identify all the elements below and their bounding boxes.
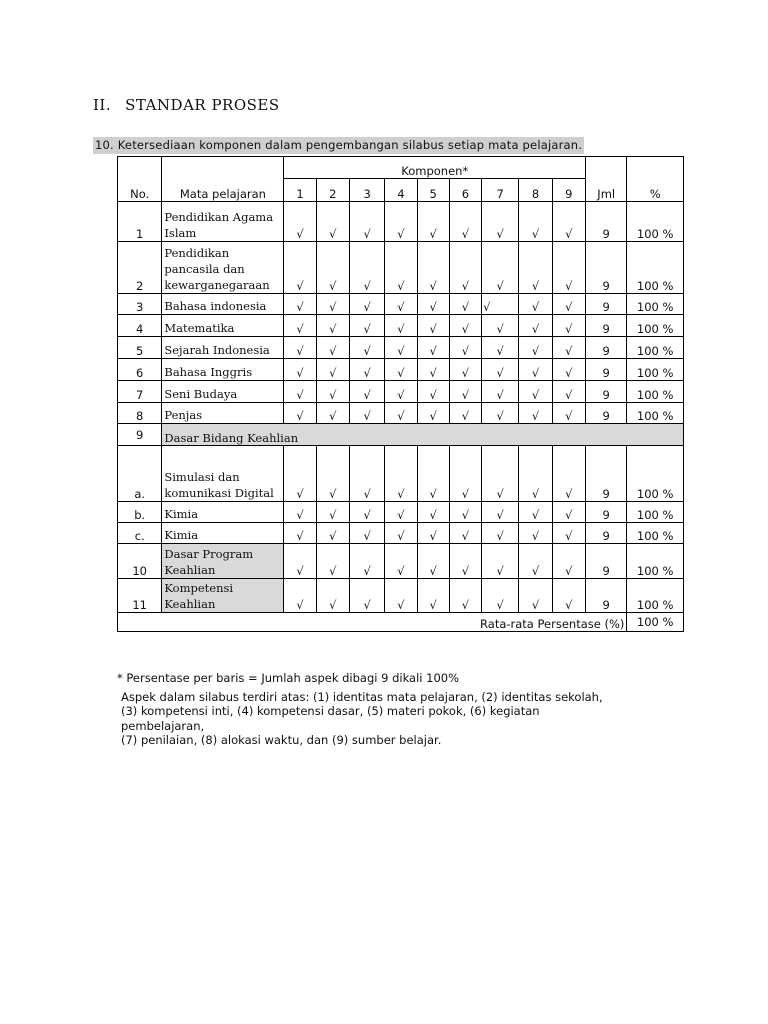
check-mark-4: √: [385, 523, 417, 544]
check-mark-2: √: [316, 202, 349, 242]
subject-name: Kimia: [162, 502, 284, 523]
question-text: 10. Ketersediaan komponen dalam pengembangan silabus setiap mata pelajaran.: [95, 138, 583, 152]
row-number: 8: [118, 403, 162, 424]
check-mark-1: √: [284, 544, 316, 579]
check-mark-5: √: [417, 202, 449, 242]
table-row: [118, 523, 684, 544]
section-heading: [93, 96, 280, 114]
aspect-line-1: Aspek dalam silabus terdiri atas: (1) identitas mata pelajaran, (2) identitas sekolah,: [121, 689, 603, 704]
check-mark-3: √: [349, 446, 384, 502]
check-mark-3: √: [349, 337, 384, 359]
check-mark-1: √: [284, 523, 316, 544]
percent-value: 100 %: [627, 403, 684, 424]
check-mark-9: √: [552, 242, 585, 294]
check-mark-5: √: [417, 315, 449, 337]
jml-value: 9: [586, 242, 627, 294]
check-mark-4: √: [385, 242, 417, 294]
header-component-2: 2: [316, 179, 349, 202]
header-component-7: 7: [482, 179, 519, 202]
check-mark-4: √: [385, 202, 417, 242]
check-mark-5: √: [417, 446, 449, 502]
check-mark-4: √: [385, 544, 417, 579]
check-mark-8: √: [519, 359, 552, 381]
average-value: 100 %: [627, 613, 684, 632]
check-mark-4: √: [385, 446, 417, 502]
check-mark-3: √: [349, 381, 384, 403]
check-mark-2: √: [316, 523, 349, 544]
percent-value: 100 %: [627, 202, 684, 242]
check-mark-3: √: [349, 502, 384, 523]
header-pct: %: [627, 157, 684, 202]
header-component-5: 5: [417, 179, 449, 202]
jml-value: 9: [586, 315, 627, 337]
check-mark-6: √: [449, 337, 481, 359]
header-component-1: 1: [284, 179, 316, 202]
check-mark-7: √: [482, 579, 519, 613]
check-mark-9: √: [552, 523, 585, 544]
percent-value: 100 %: [627, 544, 684, 579]
jml-value: 9: [586, 544, 627, 579]
check-mark-5: √: [417, 523, 449, 544]
check-mark-8: √: [519, 202, 552, 242]
check-mark-6: √: [449, 502, 481, 523]
table-row: [118, 337, 684, 359]
check-mark-7: √: [482, 446, 519, 502]
subject-name: Matematika: [162, 315, 284, 337]
section-number: 9: [118, 424, 162, 446]
row-number: a.: [118, 446, 162, 502]
check-mark-2: √: [316, 337, 349, 359]
table-row: [118, 359, 684, 381]
subject-name: Kompetensi Keahlian: [162, 579, 284, 613]
check-mark-5: √: [417, 403, 449, 424]
subject-name: Penjas: [162, 403, 284, 424]
jml-value: 9: [586, 381, 627, 403]
check-mark-8: √: [519, 523, 552, 544]
check-mark-6: √: [449, 446, 481, 502]
row-number: 6: [118, 359, 162, 381]
average-label: Rata-rata Persentase (%): [118, 613, 627, 632]
row-number: 4: [118, 315, 162, 337]
notes: [117, 671, 697, 748]
jml-value: 9: [586, 337, 627, 359]
check-mark-4: √: [385, 381, 417, 403]
check-mark-1: √: [284, 502, 316, 523]
check-mark-1: √: [284, 337, 316, 359]
percent-value: 100 %: [627, 315, 684, 337]
check-mark-8: √: [519, 403, 552, 424]
row-number: b.: [118, 502, 162, 523]
percent-value: 100 %: [627, 381, 684, 403]
check-mark-1: √: [284, 579, 316, 613]
row-number: 2: [118, 242, 162, 294]
check-mark-9: √: [552, 403, 585, 424]
check-mark-1: √: [284, 403, 316, 424]
check-mark-9: √: [552, 381, 585, 403]
check-mark-2: √: [316, 502, 349, 523]
table-row: [118, 381, 684, 403]
check-mark-9: √: [552, 579, 585, 613]
check-mark-8: √: [519, 294, 552, 315]
table-row: [118, 579, 684, 613]
check-mark-4: √: [385, 294, 417, 315]
row-number: c.: [118, 523, 162, 544]
check-mark-8: √: [519, 315, 552, 337]
percent-value: 100 %: [627, 502, 684, 523]
check-mark-6: √: [449, 294, 481, 315]
jml-value: 9: [586, 294, 627, 315]
check-mark-2: √: [316, 403, 349, 424]
check-mark-6: √: [449, 403, 481, 424]
check-mark-2: √: [316, 381, 349, 403]
header-component-6: 6: [449, 179, 481, 202]
check-mark-3: √: [349, 523, 384, 544]
row-number: 3: [118, 294, 162, 315]
subject-name: Bahasa indonesia: [162, 294, 284, 315]
check-mark-9: √: [552, 337, 585, 359]
average-row: [118, 613, 684, 632]
check-mark-3: √: [349, 544, 384, 579]
jml-value: 9: [586, 359, 627, 381]
check-mark-3: √: [349, 294, 384, 315]
check-mark-4: √: [385, 403, 417, 424]
check-mark-5: √: [417, 381, 449, 403]
check-mark-3: √: [349, 242, 384, 294]
check-mark-6: √: [449, 579, 481, 613]
check-mark-8: √: [519, 242, 552, 294]
check-mark-1: √: [284, 202, 316, 242]
check-mark-3: √: [349, 359, 384, 381]
percent-value: 100 %: [627, 294, 684, 315]
percent-value: 100 %: [627, 579, 684, 613]
aspect-line-4: (7) penilaian, (8) alokasi waktu, dan (9) sumber belajar.: [121, 733, 442, 747]
header-komponen: Komponen*: [284, 157, 586, 179]
check-mark-6: √: [449, 315, 481, 337]
percent-value: 100 %: [627, 523, 684, 544]
check-mark-5: √: [417, 359, 449, 381]
table-row: [118, 544, 684, 579]
check-mark-7: √: [482, 202, 519, 242]
check-mark-7: √: [482, 242, 519, 294]
check-mark-2: √: [316, 294, 349, 315]
footnote: * Persentase per baris = Jumlah aspek dibagi 9 dikali 100%: [117, 671, 460, 685]
subject-name: Simulasi dan komunikasi Digital: [162, 446, 284, 502]
check-mark-9: √: [552, 202, 585, 242]
row-number: 1: [118, 202, 162, 242]
row-number: 7: [118, 381, 162, 403]
check-mark-2: √: [316, 315, 349, 337]
check-mark-8: √: [519, 446, 552, 502]
header-component-9: 9: [552, 179, 585, 202]
subject-name: Bahasa Inggris: [162, 359, 284, 381]
check-mark-8: √: [519, 544, 552, 579]
check-mark-6: √: [449, 381, 481, 403]
section-title: STANDAR PROSES: [125, 96, 280, 114]
percent-value: 100 %: [627, 359, 684, 381]
table-row: [118, 502, 684, 523]
check-mark-2: √: [316, 359, 349, 381]
header-no: No.: [118, 157, 162, 202]
subject-name: Pendidikan pancasila dan kewarganegaraan: [162, 242, 284, 294]
check-mark-5: √: [417, 579, 449, 613]
table-row: [118, 202, 684, 242]
check-mark-7: √: [482, 403, 519, 424]
header-subject: Mata pelajaran: [162, 157, 284, 202]
section-row: [118, 424, 684, 446]
check-mark-8: √: [519, 381, 552, 403]
check-mark-9: √: [552, 544, 585, 579]
silabus-table: [117, 156, 684, 632]
check-mark-7: √: [482, 337, 519, 359]
jml-value: 9: [586, 446, 627, 502]
check-mark-5: √: [417, 242, 449, 294]
check-mark-8: √: [519, 579, 552, 613]
check-mark-1: √: [284, 381, 316, 403]
check-mark-3: √: [349, 579, 384, 613]
check-mark-9: √: [552, 294, 585, 315]
table-row: [118, 294, 684, 315]
subject-name: Seni Budaya: [162, 381, 284, 403]
check-mark-2: √: [316, 446, 349, 502]
check-mark-4: √: [385, 579, 417, 613]
check-mark-4: √: [385, 315, 417, 337]
check-mark-4: √: [385, 502, 417, 523]
percent-value: 100 %: [627, 446, 684, 502]
check-mark-9: √: [552, 359, 585, 381]
aspect-line-2: (3) kompetensi inti, (4) kompetensi dasar, (5) materi pokok, (6) kegiatan: [121, 704, 540, 718]
subject-name: Sejarah Indonesia: [162, 337, 284, 359]
check-mark-2: √: [316, 242, 349, 294]
check-mark-9: √: [552, 446, 585, 502]
check-mark-1: √: [284, 242, 316, 294]
check-mark-1: √: [284, 446, 316, 502]
table-row: [118, 242, 684, 294]
check-mark-5: √: [417, 294, 449, 315]
check-mark-4: √: [385, 337, 417, 359]
header-component-8: 8: [519, 179, 552, 202]
check-mark-7: √: [482, 544, 519, 579]
check-mark-8: √: [519, 337, 552, 359]
check-mark-6: √: [449, 544, 481, 579]
row-number: 11: [118, 579, 162, 613]
subject-name: Dasar Program Keahlian: [162, 544, 284, 579]
percent-value: 100 %: [627, 242, 684, 294]
header-component-3: 3: [349, 179, 384, 202]
check-mark-5: √: [417, 502, 449, 523]
jml-value: 9: [586, 502, 627, 523]
jml-value: 9: [586, 523, 627, 544]
check-mark-7: √: [482, 523, 519, 544]
check-mark-5: √: [417, 337, 449, 359]
row-number: 10: [118, 544, 162, 579]
check-mark-7: √: [482, 381, 519, 403]
header-row-1: [118, 157, 684, 179]
check-mark-2: √: [316, 544, 349, 579]
check-mark-9: √: [552, 502, 585, 523]
check-mark-9: √: [552, 315, 585, 337]
check-mark-4: √: [385, 359, 417, 381]
row-number: 5: [118, 337, 162, 359]
jml-value: 9: [586, 403, 627, 424]
table-row: [118, 315, 684, 337]
header-jml: Jml: [586, 157, 627, 202]
check-mark-6: √: [449, 242, 481, 294]
check-mark-3: √: [349, 202, 384, 242]
check-mark-7: √: [482, 294, 519, 315]
section-number: II.: [93, 96, 112, 114]
check-mark-3: √: [349, 315, 384, 337]
check-mark-7: √: [482, 315, 519, 337]
check-mark-3: √: [349, 403, 384, 424]
check-mark-1: √: [284, 294, 316, 315]
check-mark-8: √: [519, 502, 552, 523]
check-mark-1: √: [284, 359, 316, 381]
check-mark-5: √: [417, 544, 449, 579]
check-mark-6: √: [449, 202, 481, 242]
table-row: [118, 403, 684, 424]
check-mark-7: √: [482, 359, 519, 381]
check-mark-6: √: [449, 359, 481, 381]
table-row: [118, 446, 684, 502]
check-mark-2: √: [316, 579, 349, 613]
subject-name: Pendidikan Agama Islam: [162, 202, 284, 242]
header-component-4: 4: [385, 179, 417, 202]
check-mark-1: √: [284, 315, 316, 337]
check-mark-6: √: [449, 523, 481, 544]
subject-name: Kimia: [162, 523, 284, 544]
aspect-line-3: pembelajaran,: [121, 718, 205, 733]
check-mark-7: √: [482, 502, 519, 523]
percent-value: 100 %: [627, 337, 684, 359]
jml-value: 9: [586, 579, 627, 613]
jml-value: 9: [586, 202, 627, 242]
section-name: Dasar Bidang Keahlian: [162, 424, 684, 446]
